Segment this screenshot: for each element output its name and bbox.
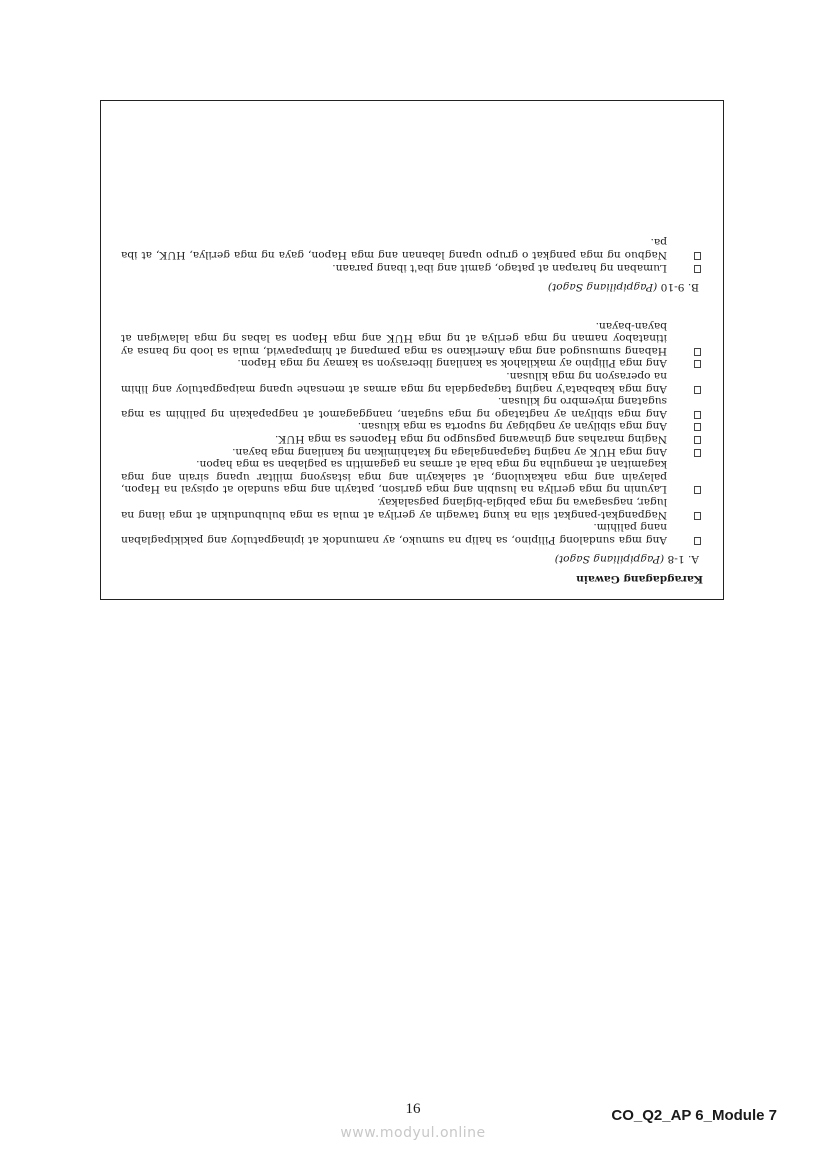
list-item	[121, 495, 703, 520]
list-item-text: Nagbuo ng mga pangkat o grupo upang labanan ang mga Hapon, gaya ng mga gerilya, HUK, at iba pa.	[121, 236, 667, 261]
section-a-heading	[121, 553, 699, 566]
section-a-number: A. 1-8	[667, 553, 699, 566]
module-code: CO_Q2_AP 6_Module 7	[611, 1107, 777, 1124]
activity-title: Karagdagang Gawain	[576, 573, 703, 585]
checkbox-bullet-icon	[694, 486, 701, 494]
list-item	[121, 395, 703, 420]
checkbox-bullet-icon	[694, 423, 701, 431]
checkbox-bullet-icon	[694, 512, 701, 520]
section-b-list	[121, 236, 703, 274]
watermark: www.modyul.online	[340, 1125, 486, 1141]
list-item	[121, 370, 703, 395]
list-item-text: Habang sumusugod ang mga Amerikano sa mga pampang at himpapawid, mula sa loob ng bansa ay itinataboy naman ng mga gerilya at ng mga HUK ang mga Hapon sa labas ng mga lalawigan at bayan-bayan.	[121, 319, 667, 357]
list-item-text: Ang mga sundalong Pilipino, sa halip na sumuko, ay namundok at ipinagpatuloy ang pakikipaglaban nang palihim.	[121, 521, 667, 546]
list-item-text: Ang mga Pilipino ay makilahok sa kanilang liberasyon sa kamay ng mga Hapon.	[237, 357, 667, 370]
activity-box	[100, 100, 724, 600]
checkbox-bullet-icon	[694, 537, 701, 545]
list-item	[121, 432, 703, 445]
checkbox-bullet-icon	[694, 265, 701, 273]
list-item-text: Ang mga HUK ay naging tagapangalaga ng katahimikan ng kanilang mga bayan.	[232, 445, 667, 458]
page-number: 16	[405, 1101, 421, 1117]
section-b-number: B. 9-10	[660, 281, 699, 294]
list-item-text: Layunin ng mga gerilya na lusubin ang mga garison, patayin ang mga sundalo at opisyal na Hapon, palayain ang mga nakakulong, at salakayin ang mga istasyong militar upang sirain ang mga kagamitan at mangulha ng mga bala at armas na gagamitin sa paglaban sa mga hapon.	[121, 458, 667, 496]
checkbox-bullet-icon	[694, 252, 701, 260]
checkbox-bullet-icon	[694, 361, 701, 369]
list-item	[121, 236, 703, 261]
list-item-text: Ang mga kababata'y naging tagapagdala ng mga armas at mensahe upang maipagpatuloy ang lihim na operasyon ng mga kilusan.	[121, 370, 667, 395]
list-item	[121, 261, 703, 274]
list-item	[121, 521, 703, 546]
checkbox-bullet-icon	[694, 386, 701, 394]
list-item-text: Ang mga sibilyan ay nagbigay ng suporta sa mga kilusan.	[357, 420, 667, 433]
checkbox-bullet-icon	[694, 436, 701, 444]
list-item-text: Ang mga sibilyan ay nagtatago ng mga sugatan, nanggagamot at nagpapakain ng palihim sa mga sugatang miyembro ng kilusan.	[121, 395, 667, 420]
list-item-text: Naging marahas ang ginawang pagsugpo ng mga Hapones sa mga HUK.	[275, 433, 667, 446]
checkbox-bullet-icon	[694, 411, 701, 419]
checkbox-bullet-icon	[694, 348, 701, 356]
list-item	[121, 445, 703, 458]
section-a-note: (Pagpipiliang Sagot)	[554, 553, 665, 566]
list-item	[121, 319, 703, 357]
activity-content-upside-down	[101, 101, 723, 599]
list-item	[121, 420, 703, 433]
list-item	[121, 357, 703, 370]
section-b-note: (Pagpipiliang Sagot)	[547, 281, 658, 294]
section-b-heading	[121, 281, 699, 294]
section-a-list	[121, 319, 703, 546]
checkbox-bullet-icon	[694, 449, 701, 457]
list-item-text: Nagpangkat-pangkat sila na kung tawagin ay gerilya at mula sa mga bulubundukin at mga ilang na lugar, nagsagawa ng mga pabigla-biglang pagsalakay.	[121, 496, 667, 521]
list-item	[121, 458, 703, 496]
list-item-text: Lumaban ng harapan at patago, gamit ang iba't ibang paraan.	[332, 261, 667, 274]
